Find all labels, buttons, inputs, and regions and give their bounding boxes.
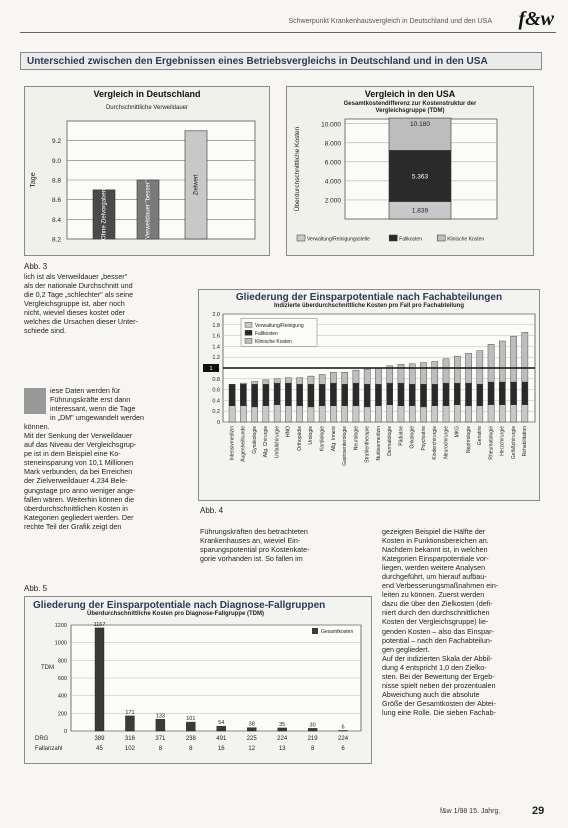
x-tick-label: Gefäßchirurgie (510, 426, 517, 460)
x-tick-label: Rehabilitation (522, 426, 529, 457)
text-line: gen gegliedert. (382, 644, 430, 654)
y-tick-label: 0.6 (212, 387, 220, 394)
stacked-bar-segment (409, 406, 415, 422)
legend-label: Klinische Kosten (255, 338, 292, 345)
stacked-bar-segment (274, 405, 280, 422)
y-tick-label: 800 (57, 658, 67, 665)
x-tick-label: 491 (216, 736, 227, 742)
stacked-bar-segment (353, 383, 359, 406)
text-line: Auf der indizierten Skala der Abbil- (382, 653, 493, 663)
stacked-bar-segment (263, 384, 269, 406)
text-line: genden Kosten – also das Einspar- (382, 626, 494, 636)
bar-label: Verweildauer "besser" (145, 180, 152, 239)
y-axis-label: Überdurchschnittliche Kosten (294, 126, 301, 212)
stacked-bar-segment (488, 344, 494, 382)
text-line: in „DM" umgewandelt werden (50, 413, 145, 423)
stacked-bar-segment (409, 364, 415, 385)
bar-label: Ohne Zielvorgaben (101, 188, 108, 240)
stacked-bar-segment (308, 376, 314, 384)
fig4-chart (199, 310, 539, 500)
stacked-bar-segment (432, 384, 438, 406)
stacked-bar-segment (522, 382, 528, 405)
stacked-bar-segment (319, 374, 325, 384)
fallanzahl-value: 13 (278, 746, 286, 752)
stacked-bar-segment (499, 341, 505, 382)
text-line: Krankenhauses an, wieviel Ein- (200, 536, 301, 546)
bar-value-label: 35 (279, 721, 286, 728)
x-tick-label: 225 (246, 736, 257, 742)
stacked-bar-segment (409, 384, 415, 406)
stacked-bar-segment (488, 405, 494, 422)
fig4-caption: Abb. 4 (200, 506, 224, 515)
bar-label: Zielwert (193, 174, 200, 196)
x-tick-label: 389 (94, 736, 105, 742)
text-line: schiede sind. (24, 326, 66, 336)
x-tick-label: Neurochirurgie (443, 426, 450, 459)
x-tick-label: Psychiatrie (420, 426, 427, 451)
y-tick-label: 10.000 (321, 121, 341, 129)
y-tick-label: 8.000 (324, 140, 341, 148)
bar-value-label: 133 (155, 713, 165, 720)
legend-label: Fallkosten (399, 236, 422, 243)
y-tick-label: 6.000 (324, 159, 341, 167)
text-line: dung 4 entspricht 1,0 den Zielko- (382, 662, 487, 672)
text-line: als der nationale Durchschnitt und (24, 281, 133, 291)
fig3-right-subtitle: Gesamtkostendifferenz zur Kostenstruktur der Vergleichsgruppe (TDM) (343, 101, 477, 114)
text-column-right (382, 527, 544, 717)
x-tick-label: Gynäkologie (251, 426, 258, 454)
x-tick-label: Dermatologie (387, 426, 394, 456)
legend-label: Fallkosten (255, 330, 278, 337)
text-line: interessant, wenn die Tage (50, 404, 136, 414)
text-line: Abweichung auch die absolute (382, 689, 480, 699)
text-line: Führungskräfte erst dann (50, 395, 131, 405)
y-tick-label: 200 (57, 711, 67, 718)
text-line: sten. Bei der Bewertung der Ergeb- (382, 671, 495, 681)
segment-label: 5.363 (411, 173, 429, 181)
text-line: auf das Niveau der Vergleichsgrup- (24, 440, 137, 450)
stacked-bar-segment (477, 384, 483, 406)
text-line: Vergleichsgruppe ist, aber noch (24, 299, 125, 309)
text-line: sparungspotential pro Kostenkate- (200, 545, 310, 555)
stacked-bar-segment (420, 407, 426, 422)
stacked-bar-segment (454, 383, 460, 405)
stacked-bar-segment (330, 372, 336, 383)
bar (308, 728, 317, 731)
stacked-bar-segment (375, 368, 381, 384)
stacked-bar-segment (477, 406, 483, 422)
footer-issue: f&w 1/98 15. Jahrg. (440, 808, 501, 815)
text-line: Kosten der Vergleichsgruppe) lie- (382, 617, 489, 627)
fallanzahl-value: 102 (124, 746, 135, 752)
fig4-panel (198, 289, 540, 501)
fig3-left-panel (24, 86, 270, 256)
x-tick-label: 316 (124, 736, 135, 742)
fig3-left-title: Vergleich in Deutschland (93, 89, 201, 99)
stacked-bar-segment (240, 406, 246, 422)
stacked-bar-segment (342, 372, 348, 384)
stacked-bar-segment (263, 380, 269, 384)
bar-value-label: 30 (309, 722, 316, 729)
text-line: können. (24, 422, 50, 432)
running-header (20, 6, 556, 33)
stacked-bar-segment (240, 384, 246, 406)
x-tick-label: Nephrologie (465, 426, 472, 453)
bar-value-label: 1167 (93, 621, 106, 628)
x-tick-label: Kinderchirurgie (432, 426, 439, 460)
fallanzahl-value: 8 (310, 746, 315, 752)
stacked-bar-segment (443, 406, 449, 422)
y-tick-label: 0.8 (212, 376, 220, 383)
x-tick-label: HNO (285, 426, 292, 438)
x-tick-label: Onkologie (409, 426, 416, 449)
fallanzahl-value: 45 (96, 746, 103, 752)
text-line: lich ist als Verweildauer „besser" (24, 272, 128, 281)
x-tick-label: 238 (185, 736, 196, 742)
text-line: iese Daten werden für (50, 386, 121, 395)
x-tick-label: Rheumatologie (488, 426, 495, 460)
text-line: end Verbesserungsmaßnahmen ein- (382, 581, 499, 591)
x-tick-label: Geriatrie (477, 426, 484, 446)
bar (156, 719, 165, 731)
stacked-bar-segment (297, 406, 303, 422)
text-line: liegen, werden weitere Analysen (382, 563, 486, 573)
x-tick-label: Gastroenterologie (342, 426, 349, 466)
x-tick-label: Urologie (308, 426, 315, 445)
fig3-right-chart (287, 111, 533, 255)
bar (278, 728, 287, 731)
bar-value-label: 38 (248, 721, 255, 728)
stacked-bar-segment (342, 406, 348, 422)
text-line: Kategorien Einsparpotentiale vor- (382, 554, 489, 564)
stacked-bar-segment (420, 363, 426, 385)
fig3-left-chart (25, 117, 269, 255)
stacked-bar-segment (510, 336, 516, 382)
y-tick-label: 0.4 (212, 398, 220, 405)
total-label: 10.180 (410, 121, 430, 129)
fig4-subtitle: Indizierte überdurchschnittliche Kosten pro Fall pro Fachabteilung (273, 303, 465, 309)
text-line: steneinsparung von 10,1 Millionen (24, 458, 134, 468)
text-line: der Zielverweildauer 4.234 Bele- (24, 476, 128, 486)
stacked-bar-segment (488, 382, 494, 405)
x-tick-label: 371 (155, 736, 166, 742)
bar (95, 628, 104, 731)
bar (125, 716, 134, 731)
section-title: Unterschied zwischen den Ergebnissen eines Betriebsvergleichs in Deutschland und in den USA (20, 52, 542, 70)
x-tick-label: 219 (307, 736, 318, 742)
y-tick-label: 600 (57, 676, 67, 682)
page-number: 29 (532, 805, 545, 817)
stacked-bar-segment (274, 379, 280, 383)
stacked-bar-segment (252, 382, 258, 385)
fig3-right-panel (286, 86, 534, 256)
stacked-bar-segment (465, 406, 471, 422)
legend-swatch (312, 628, 318, 634)
stacked-bar-segment (510, 405, 516, 422)
y-tick-label: 400 (57, 693, 67, 700)
stacked-bar-segment (297, 378, 303, 384)
bar-value-label: 6 (341, 724, 345, 731)
stacked-bar-segment (364, 407, 370, 422)
stacked-bar-segment (387, 405, 393, 422)
x-tick-label: Pädiatrie (398, 426, 405, 446)
text-line: Größe der Gesamtkosten der Abtei- (382, 698, 496, 708)
stacked-bar-segment (454, 405, 460, 422)
text-line: Nachdem bekannt ist, in welchen (382, 545, 488, 555)
x-tick-label: 224 (277, 736, 288, 742)
segment-label: 1.839 (411, 207, 429, 215)
fig3-left-subtitle: Durchschnittliche Verweildauer (105, 105, 189, 111)
stacked-bar-segment (297, 384, 303, 406)
stacked-bar-segment (432, 362, 438, 385)
x-tick-label: Augenheilkunde (240, 426, 247, 462)
y-tick-label: 8.8 (51, 177, 61, 185)
stacked-bar-segment (398, 406, 404, 422)
fig4-title: Gliederung der Einsparpotentiale nach Fachabteilungen (235, 292, 503, 303)
bar-value-label: 171 (125, 709, 135, 716)
text-line: rechte Teil der Grafik zeigt den (24, 521, 122, 531)
x-tick-label: Nuklearmedizin (375, 426, 382, 461)
x-tick-label: Unfallchirurgie (274, 426, 281, 458)
text-line: leiten zu können. Zuerst werden (382, 590, 485, 600)
text-line: überdurchschnittlichen Kosten in (24, 503, 128, 513)
fallanzahl-value: 12 (248, 746, 256, 752)
stacked-bar-segment (229, 406, 235, 422)
bar (247, 728, 256, 731)
stacked-bar-segment (443, 383, 449, 406)
x-tick-label: 224 (338, 736, 349, 742)
text-column-left-2-body (24, 386, 192, 531)
y-axis-label: TDM (41, 665, 54, 672)
stacked-bar-segment (285, 406, 291, 422)
stacked-bar-segment (240, 383, 246, 384)
fallanzahl-value: 16 (217, 746, 225, 752)
text-line: fallen wären. Weiterhin können die (24, 494, 135, 504)
text-line: Führungskräften des betrachteten (200, 527, 308, 536)
text-line: durchgeführt, um hierauf aufbau- (382, 572, 487, 582)
fallanzahl-value: 8 (158, 746, 163, 752)
stacked-bar-segment (364, 384, 370, 407)
y-tick-label: 8.2 (51, 236, 61, 244)
legend-swatch (297, 235, 305, 241)
journal-logo: f&w (518, 8, 554, 30)
stacked-bar-segment (364, 369, 370, 384)
text-line: Kategorien gegliedert werden. Der (24, 512, 134, 522)
fig5-title: Gliederung der Einsparpotentiale nach Diagnose-Fallgruppen (33, 600, 326, 611)
legend-swatch (245, 322, 252, 327)
x-tick-label: Neurologie (353, 426, 360, 451)
stacked-bar-segment (499, 405, 505, 422)
text-line: gungstage pro anno weniger ange- (24, 485, 136, 495)
legend-label: Gesamtkosten (321, 629, 354, 635)
stacked-bar-segment (522, 405, 528, 422)
stacked-bar-segment (454, 356, 460, 383)
y-tick-label: 1.6 (212, 333, 220, 340)
x-tick-label: MKG (454, 426, 461, 438)
x-tick-label: Allg. Innere (330, 426, 337, 452)
x-tick-label: Strahlentherapie (364, 426, 371, 463)
reference-label: 1 (209, 366, 213, 373)
stacked-bar-segment (319, 406, 325, 422)
y-axis-label: Tage (30, 172, 37, 188)
y-tick-label: 2.0 (212, 312, 220, 318)
fig3-right-title: Vergleich in den USA (364, 89, 456, 99)
text-line: lung eine Rolle. Die sieben Fachab- (382, 707, 496, 717)
row-label: Fallanzahl (35, 746, 63, 752)
y-tick-label: 8.6 (51, 197, 61, 205)
stacked-bar-segment (330, 383, 336, 406)
fig5-chart (25, 619, 371, 763)
text-line: nisse spielt neben der prozentualen (382, 680, 496, 690)
y-tick-label: 0 (216, 420, 220, 426)
text-line: pe ist in dem Beispiel eine Ko- (24, 449, 121, 459)
stacked-bar-segment (443, 359, 449, 383)
stacked-bar-segment (375, 384, 381, 406)
x-tick-label: Herzchirurgie (499, 426, 506, 456)
y-tick-label: 1000 (54, 640, 67, 647)
stacked-bar-segment (510, 382, 516, 405)
y-tick-label: 8.4 (51, 216, 61, 224)
stacked-bar-segment (342, 384, 348, 406)
stacked-bar-segment (252, 407, 258, 422)
fallanzahl-value: 6 (341, 746, 345, 752)
text-column-left-1 (24, 272, 192, 335)
y-tick-label: 9.2 (51, 138, 61, 146)
bar-value-label: 101 (186, 716, 196, 723)
stacked-bar-segment (263, 406, 269, 422)
stacked-bar-segment (252, 384, 258, 407)
text-line: welches die Ursachen dieser Unter- (24, 317, 138, 327)
text-line: dazu die über den Zielkosten (defi- (382, 599, 493, 609)
drop-cap (24, 388, 46, 414)
text-line: Kosten in Funktionsbereichen an. (382, 536, 489, 546)
y-tick-label: 1200 (54, 623, 67, 629)
text-column-left-2 (24, 386, 192, 531)
bar-value-label: 54 (218, 720, 225, 727)
x-tick-label: Orthopädie (296, 426, 303, 451)
text-line: die 0,2 Tage „schlechter" als seine (24, 290, 134, 300)
legend-swatch (437, 235, 445, 241)
fig5-panel (24, 596, 372, 764)
legend-swatch (245, 338, 252, 343)
stacked-bar-segment (229, 384, 235, 406)
stacked-bar-segment (353, 406, 359, 422)
stacked-bar-segment (398, 364, 404, 383)
text-line: gezeigten Beispiel die Hälfte der (382, 527, 486, 536)
text-line: Mark verbunden, da bei Erreichen (24, 467, 133, 477)
y-tick-label: 0 (63, 729, 67, 735)
text-line: Mit der Senkung der Verweildauer (24, 431, 133, 441)
bar (339, 730, 348, 731)
x-tick-label: Intensivmedizin (229, 426, 236, 461)
y-tick-label: 0.2 (212, 409, 220, 416)
text-column-middle (200, 527, 372, 563)
fig5-subtitle: Überdurchschnittliche Kosten pro Diagnose-Fallgruppe (TDM) (87, 611, 265, 617)
running-title: Schwerpunkt Krankenhausvergleich in Deutschland und den USA (288, 18, 492, 25)
y-tick-label: 4.000 (324, 178, 341, 186)
row-label: DRG (35, 736, 49, 742)
stacked-bar-segment (274, 383, 280, 405)
stacked-bar-segment (285, 383, 291, 406)
stacked-bar-segment (308, 384, 314, 407)
x-tick-label: Kardiologie (319, 426, 326, 452)
stacked-bar-segment (432, 406, 438, 422)
stacked-bar-segment (285, 378, 291, 383)
y-tick-label: 2.000 (324, 197, 341, 205)
y-tick-label: 1.4 (212, 344, 220, 351)
stacked-bar-segment (308, 407, 314, 422)
legend-swatch (389, 235, 397, 241)
y-tick-label: 9.0 (51, 157, 61, 165)
stacked-bar-segment (522, 332, 528, 382)
legend-swatch (245, 330, 252, 335)
stacked-bar-segment (330, 406, 336, 422)
stacked-bar-segment (420, 384, 426, 407)
stacked-bar-segment (465, 383, 471, 406)
x-tick-label: Allg. Chirurgie (263, 426, 270, 458)
stacked-bar-segment (499, 382, 505, 405)
y-tick-label: 1.8 (212, 322, 220, 329)
stacked-bar-segment (398, 383, 404, 406)
text-line: gorie vorhanden ist. So fallen im (200, 554, 303, 564)
stacked-bar-segment (319, 384, 325, 406)
fallanzahl-value: 8 (189, 746, 193, 752)
legend-label: Klinische Kosten (447, 236, 485, 243)
bar (217, 726, 226, 731)
text-line: potential – nach den Fachabteilun- (382, 635, 493, 645)
bar (186, 722, 195, 731)
legend-label: Verwaltung/Reinigungsstelle (307, 236, 370, 243)
stacked-bar-segment (375, 406, 381, 422)
text-line: nicht, wieviel dieses kostet oder (24, 308, 126, 318)
y-tick-label: 1.2 (212, 355, 220, 362)
stacked-bar-segment (353, 370, 359, 383)
text-line: niert durch den durchschnittlichen (382, 608, 490, 618)
fig5-caption: Abb. 5 (24, 584, 48, 593)
stacked-bar-segment (387, 383, 393, 405)
fig3-caption: Abb. 3 (24, 262, 48, 271)
legend-label: Verwaltung/Reinigung (255, 322, 304, 329)
